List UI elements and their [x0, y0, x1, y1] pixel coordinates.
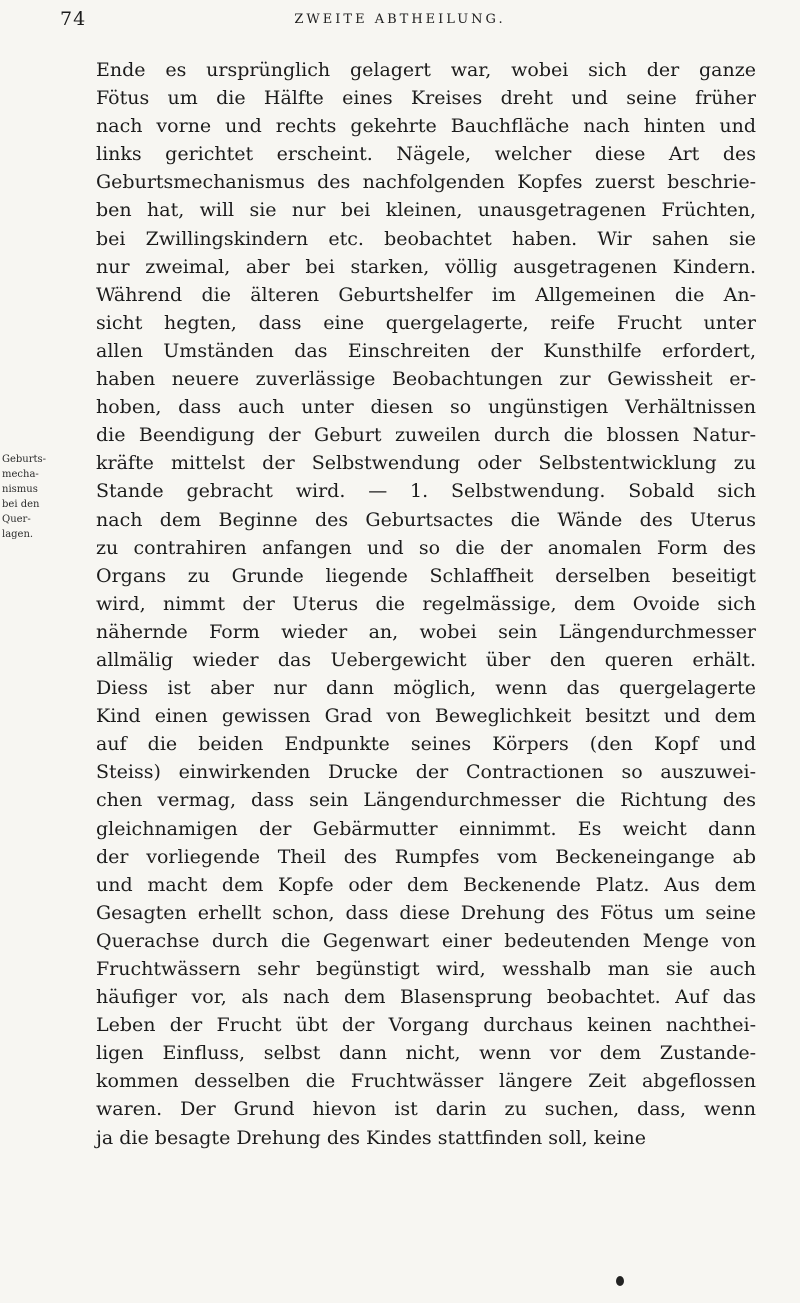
text-line: waren. Der Grund hievon ist darin zu suchen, dass, wenn — [96, 1098, 756, 1121]
body-text — [96, 56, 756, 1152]
text-line: nach dem Beginne des Geburtsactes die Wände des Uterus — [96, 508, 756, 531]
text-line: ja die besagte Drehung des Kindes stattfinden soll, keine — [96, 1126, 647, 1149]
text-line: haben neuere zuverlässige Beobachtungen zur Gewissheit er- — [96, 368, 756, 391]
text-line: Fötus um die Hälfte eines Kreises dreht und seine früher — [96, 87, 756, 110]
text-line: Organs zu Grunde liegende Schlaffheit derselben beseitigt — [96, 564, 756, 587]
text-line: allmälig wieder das Uebergewicht über den queren erhält. — [96, 648, 756, 671]
text-line: Ende es ursprünglich gelagert war, wobei sich der ganze — [96, 59, 756, 81]
text-line: zu contrahiren anfangen und so die der anomalen Form des — [96, 536, 756, 559]
text-line: Stande gebracht wird. — 1. Selbstwendung. Sobald sich — [96, 480, 756, 503]
running-head: ZWEITE ABTHEILUNG. — [294, 12, 506, 27]
margin-note-line: bei den — [2, 499, 40, 510]
margin-note-line: nismus — [2, 484, 38, 495]
text-line: kräfte mittelst der Selbstwendung oder Selbstentwicklung zu — [96, 452, 756, 475]
text-line: Während die älteren Geburtshelfer im Allgemeinen die An- — [96, 283, 756, 306]
margin-note-line: mecha- — [2, 469, 39, 480]
text-line: Steiss) einwirkenden Drucke der Contractionen so auszuwei- — [96, 761, 756, 784]
text-line: Querachse durch die Gegenwart einer bedeutenden Menge von — [96, 929, 756, 952]
text-line: allen Umständen das Einschreiten der Kunsthilfe erfordert, — [96, 339, 756, 362]
text-line: wird, nimmt der Uterus die regelmässige, dem Ovoide sich — [96, 592, 756, 615]
text-line: bei Zwillingskindern etc. beobachtet haben. Wir sahen sie — [96, 227, 756, 250]
text-line: Fruchtwässern sehr begünstigt wird, wesshalb man sie auch — [96, 958, 756, 980]
text-line: der vorliegende Theil des Rumpfes vom Beckeneingange ab — [96, 845, 756, 868]
text-line: chen vermag, dass sein Längendurchmesser die Richtung des — [96, 789, 756, 812]
text-line: Diess ist aber nur dann möglich, wenn das quergelagerte — [96, 677, 756, 700]
page-number: 74 — [60, 8, 87, 30]
text-line: kommen desselben die Fruchtwässer längere Zeit abgeflossen — [96, 1070, 756, 1093]
text-line: ben hat, will sie nur bei kleinen, unausgetragenen Früchten, — [96, 199, 756, 222]
text-line: Leben der Frucht übt der Vorgang durchaus keinen nachthei- — [96, 1014, 756, 1037]
text-line: gleichnamigen der Gebärmutter einnimmt. Es weicht dann — [96, 817, 756, 840]
text-line: Geburtsmechanismus des nachfolgenden Kopfes zuerst beschrie- — [96, 171, 756, 194]
margin-note-line: lagen. — [2, 529, 34, 540]
ink-smudge — [616, 1276, 624, 1286]
text-line: auf die beiden Endpunkte seines Körpers (den Kopf und — [96, 733, 756, 756]
text-line: die Beendigung der Geburt zuweilen durch die blossen Natur- — [96, 424, 756, 447]
page-header — [0, 8, 800, 36]
text-line: sicht hegten, dass eine quergelagerte, reife Frucht unter — [96, 311, 756, 334]
margin-note — [2, 452, 48, 542]
text-line: nähernde Form wieder an, wobei sein Längendurchmesser — [96, 620, 756, 643]
text-line: und macht dem Kopfe oder dem Beckenende Platz. Aus dem — [96, 873, 756, 896]
text-line: links gerichtet erscheint. Nägele, welcher diese Art des — [96, 143, 756, 166]
text-line: häufiger vor, als nach dem Blasensprung beobachtet. Auf das — [96, 986, 756, 1009]
text-line: nach vorne und rechts gekehrte Bauchfläche nach hinten und — [96, 115, 756, 138]
text-line: ligen Einfluss, selbst dann nicht, wenn vor dem Zustande- — [96, 1042, 756, 1065]
margin-note-line: Geburts- — [2, 454, 47, 465]
text-line: nur zweimal, aber bei starken, völlig ausgetragenen Kindern. — [96, 255, 756, 278]
text-line: Gesagten erhellt schon, dass diese Drehung des Fötus um seine — [96, 901, 756, 924]
text-line: hoben, dass auch unter diesen so ungünstigen Verhältnissen — [96, 396, 756, 419]
text-line: Kind einen gewissen Grad von Beweglichkeit besitzt und dem — [96, 705, 756, 728]
margin-note-line: Quer- — [2, 514, 31, 525]
